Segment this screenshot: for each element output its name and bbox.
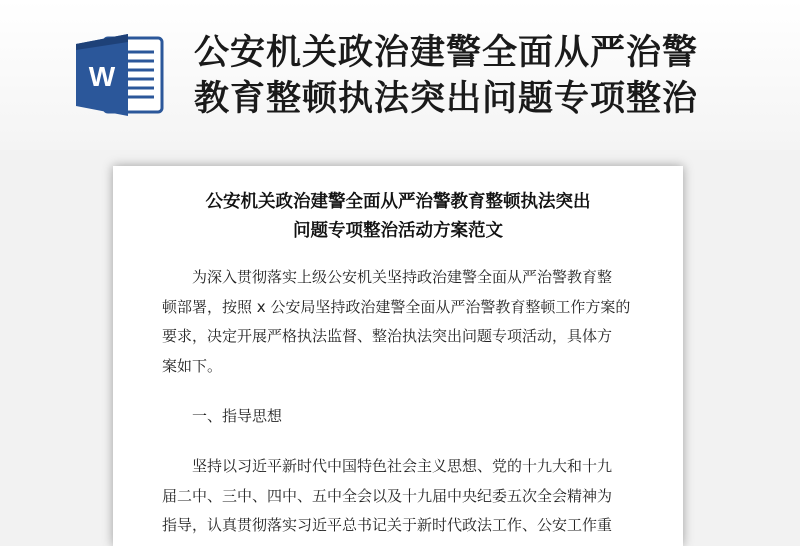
header-title: [194, 30, 794, 122]
section-heading: [162, 402, 642, 432]
guide-paragraph: [162, 452, 642, 541]
header-title-line: 教育整顿执法突出问题专项整治: [194, 79, 699, 119]
document-title-line: 公安机关政治建警全面从严治警教育整顿执法突出: [205, 192, 591, 212]
header-title-line: 公安机关政治建警全面从严治警: [194, 33, 699, 73]
word-icon: [74, 34, 166, 116]
document-page: [113, 166, 683, 546]
paragraph-line: 顿部署，按照 x 公安局坚持政治建警全面从严治警教育整顿工作方案的: [162, 297, 631, 316]
svg-text:W: W: [88, 61, 116, 92]
intro-paragraph: [162, 263, 642, 381]
document-title-line: 问题专项整治活动方案范文: [293, 221, 503, 241]
section-heading-text: 一、指导思想: [192, 407, 283, 425]
paragraph-line: 案如下。: [162, 356, 223, 375]
header-band: [0, 0, 800, 150]
paragraph-line: 指导，认真贯彻落实习近平总书记关于新时代政法工作、公安工作重: [162, 516, 613, 534]
document-title: [113, 188, 683, 246]
paragraph-line: 届二中、三中、四中、五中全会以及十九届中央纪委五次全会精神为: [162, 486, 613, 505]
paragraph-line: 要求，决定开展严格执法监督、整治执法突出问题专项活动，具体方: [162, 327, 613, 345]
paragraph-line: 坚持以习近平新时代中国特色社会主义思想、党的十九大和十九: [192, 457, 613, 475]
paragraph-line: 为深入贯彻落实上级公安机关坚持政治建警全面从严治警教育整: [192, 268, 613, 286]
